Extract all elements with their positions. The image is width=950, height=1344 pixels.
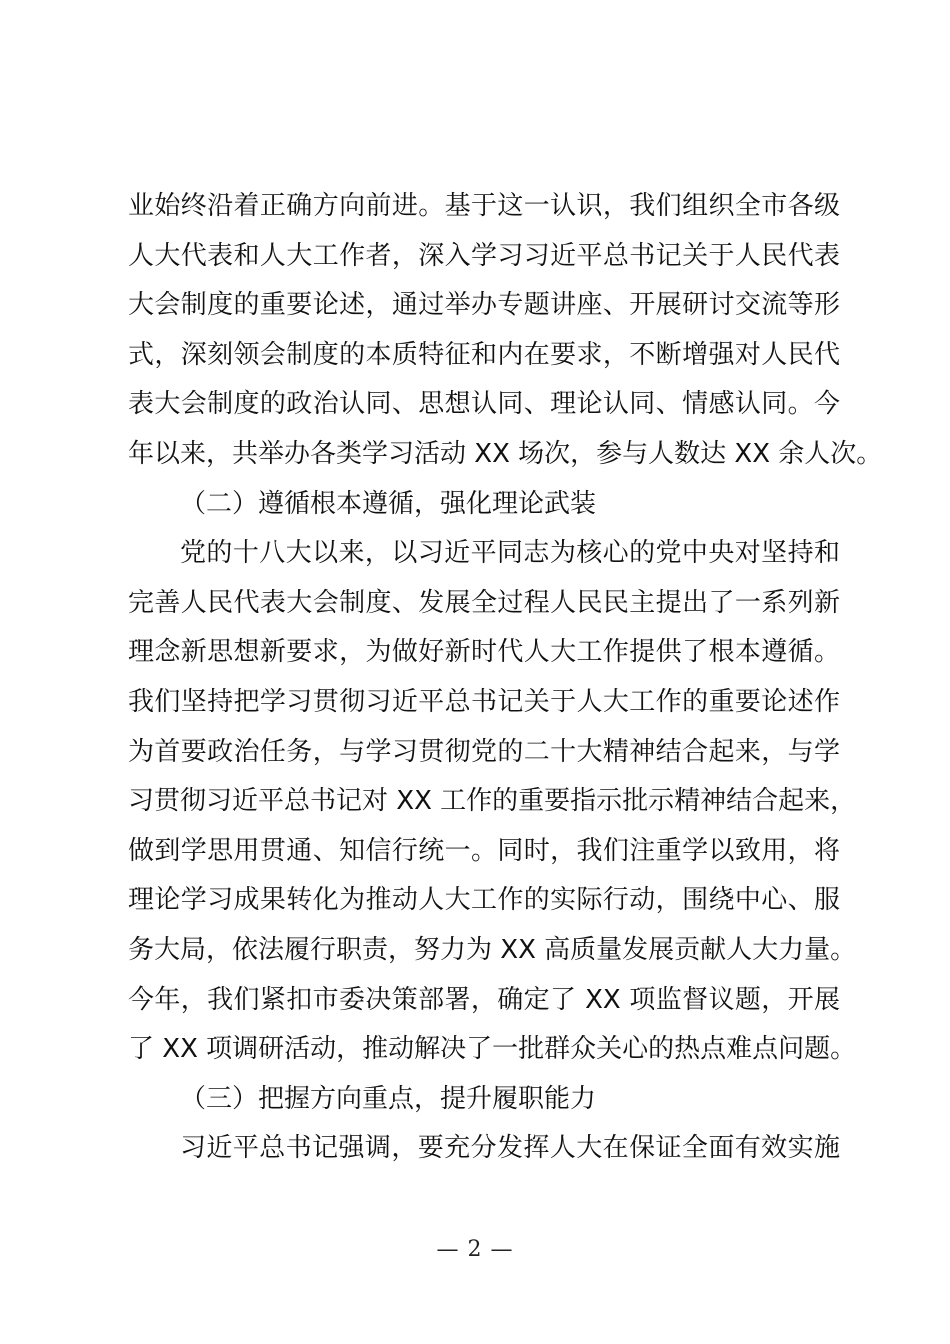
text-line: 理论学习成果转化为推动人大工作的实际行动，围绕中心、服	[128, 885, 840, 916]
text-line: 做到学思用贯通、知信行统一。同时，我们注重学以致用，将	[128, 835, 840, 866]
body-text	[128, 182, 883, 1174]
section-heading: （三）把握方向重点，提升履职能力	[180, 1083, 597, 1114]
text-line: 了 XX 项调研活动，推动解决了一批群众关心的热点难点问题。	[128, 1034, 857, 1065]
text-line: 务大局，依法履行职责，努力为 XX 高质量发展贡献人大力量。	[128, 934, 857, 965]
text-line: 习贯彻习近平总书记对 XX 工作的重要指示批示精神结合起来，	[128, 786, 857, 817]
page-number: — 2 —	[436, 1237, 514, 1262]
text-line: 为首要政治任务，与学习贯彻党的二十大精神结合起来，与学	[128, 736, 840, 767]
text-line: 年以来，共举办各类学习活动 XX 场次，参与人数达 XX 余人次。	[128, 438, 883, 469]
text-line: 党的十八大以来，以习近平同志为核心的党中央对坚持和	[180, 538, 840, 569]
text-line: 业始终沿着正确方向前进。基于这一认识，我们组织全市各级	[128, 191, 840, 221]
text-line: 完善人民代表大会制度、发展全过程人民民主提出了一系列新	[128, 587, 840, 618]
text-line: 大会制度的重要论述，通过举办专题讲座、开展研讨交流等形	[128, 290, 840, 321]
text-line: 我们坚持把学习贯彻习近平总书记关于人大工作的重要论述作	[128, 686, 840, 717]
text-line: 习近平总书记强调，要充分发挥人大在保证全面有效实施	[180, 1133, 840, 1164]
text-line: 人大代表和人大工作者，深入学习习近平总书记关于人民代表	[128, 240, 840, 271]
text-line: 理念新思想新要求，为做好新时代人大工作提供了根本遵循。	[128, 637, 840, 668]
text-line: 今年，我们紧扣市委决策部署，确定了 XX 项监督议题，开展	[128, 984, 840, 1015]
text-line: 表大会制度的政治认同、思想认同、理论认同、情感认同。今	[128, 389, 840, 420]
section-heading: （二）遵循根本遵循，强化理论武装	[180, 488, 597, 519]
text-line: 式，深刻领会制度的本质特征和内在要求，不断增强对人民代	[128, 339, 840, 370]
